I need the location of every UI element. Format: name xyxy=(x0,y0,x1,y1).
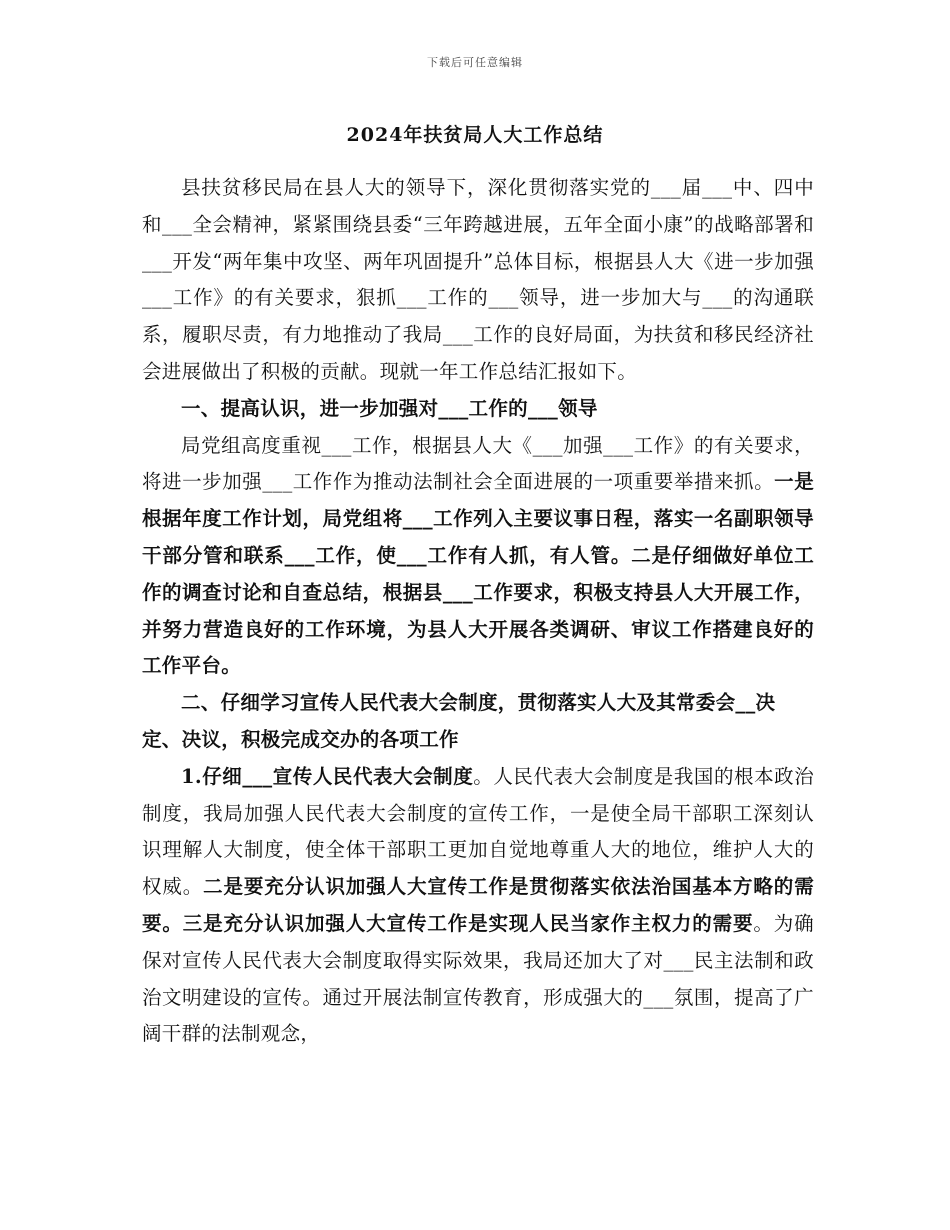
section-2-heading: 二、仔细学习宣传人民代表大会制度，贯彻落实人大及其常委会__决定、决议，积极完成交办的各项工作 xyxy=(142,691,776,751)
page-header-note: 下载后可任意编辑 xyxy=(427,56,523,69)
document-body xyxy=(142,170,814,1053)
item-1-lead: 1.仔细___宣传人民代表大会制度 xyxy=(181,764,474,788)
document-title: 2024年扶贫局人大工作总结 xyxy=(346,124,604,146)
section-2-item-1-paragraph xyxy=(142,759,814,1053)
section-1-text: 局党组高度重视___工作，根据县人大《___加强___工作》的有关要求，将进一步加强___工作作为推动法制社会全面进展的一项重要举措来抓。 xyxy=(142,433,814,494)
item-1-bold-text: 二是要充分认识加强人大宣传工作是贯彻落实依法治国基本方略的需要。三是充分认识加强人大宣传工作是实现人民当家作主权力的需要 xyxy=(142,875,814,935)
section-1-heading: 一、提高认识，进一步加强对___工作的___领导 xyxy=(181,396,598,420)
section-1-paragraph xyxy=(142,428,814,686)
section-1-bold-text: 一是根据年度工作计划，局党组将___工作列入主要议事日程，落实一名副职领导干部分管和联系___工作，使___工作有人抓，有人管。二是仔细做好单位工作的调查讨论和自查总结，根据县___工作要求，积极支持县人大开展工作，并努力营造良好的工作环境，为县人大开展各类调研、审议工作搭建良好的工作平台。 xyxy=(142,470,814,678)
item-1-text-1: 。人民代表大会制度是我国的根本政治制度，我局加强人民代表大会制度的宣传工作，一是使全局干部职工深刻认识理解人大制度，使全体干部职工更加自觉地尊重人大的地位，维护人大的权威。 xyxy=(142,764,814,899)
item-1-text-2: 。为确保对宣传人民代表大会制度取得实际效果，我局还加大了对___民主法制和政治文明建设的宣传。通过开展法制宣传教育，形成强大的___氛围，提高了广阔干群的法制观念， xyxy=(142,911,814,1046)
intro-paragraph: 县扶贫移民局在县人大的领导下，深化贯彻落实党的___届___中、四中和___全会精神，紧紧围绕县委“三年跨越进展，五年全面小康”的战略部署和___开发“两年集中攻坚、两年巩固提升”总体目标，根据县人大《进一步加强___工作》的有关要求，狠抓___工作的___领导，进一步加大与___的沟通联系，履职尽责，有力地推动了我局___工作的良好局面，为扶贫和移民经济社会进展做出了积极的贡献。现就一年工作总结汇报如下。 xyxy=(142,176,814,383)
